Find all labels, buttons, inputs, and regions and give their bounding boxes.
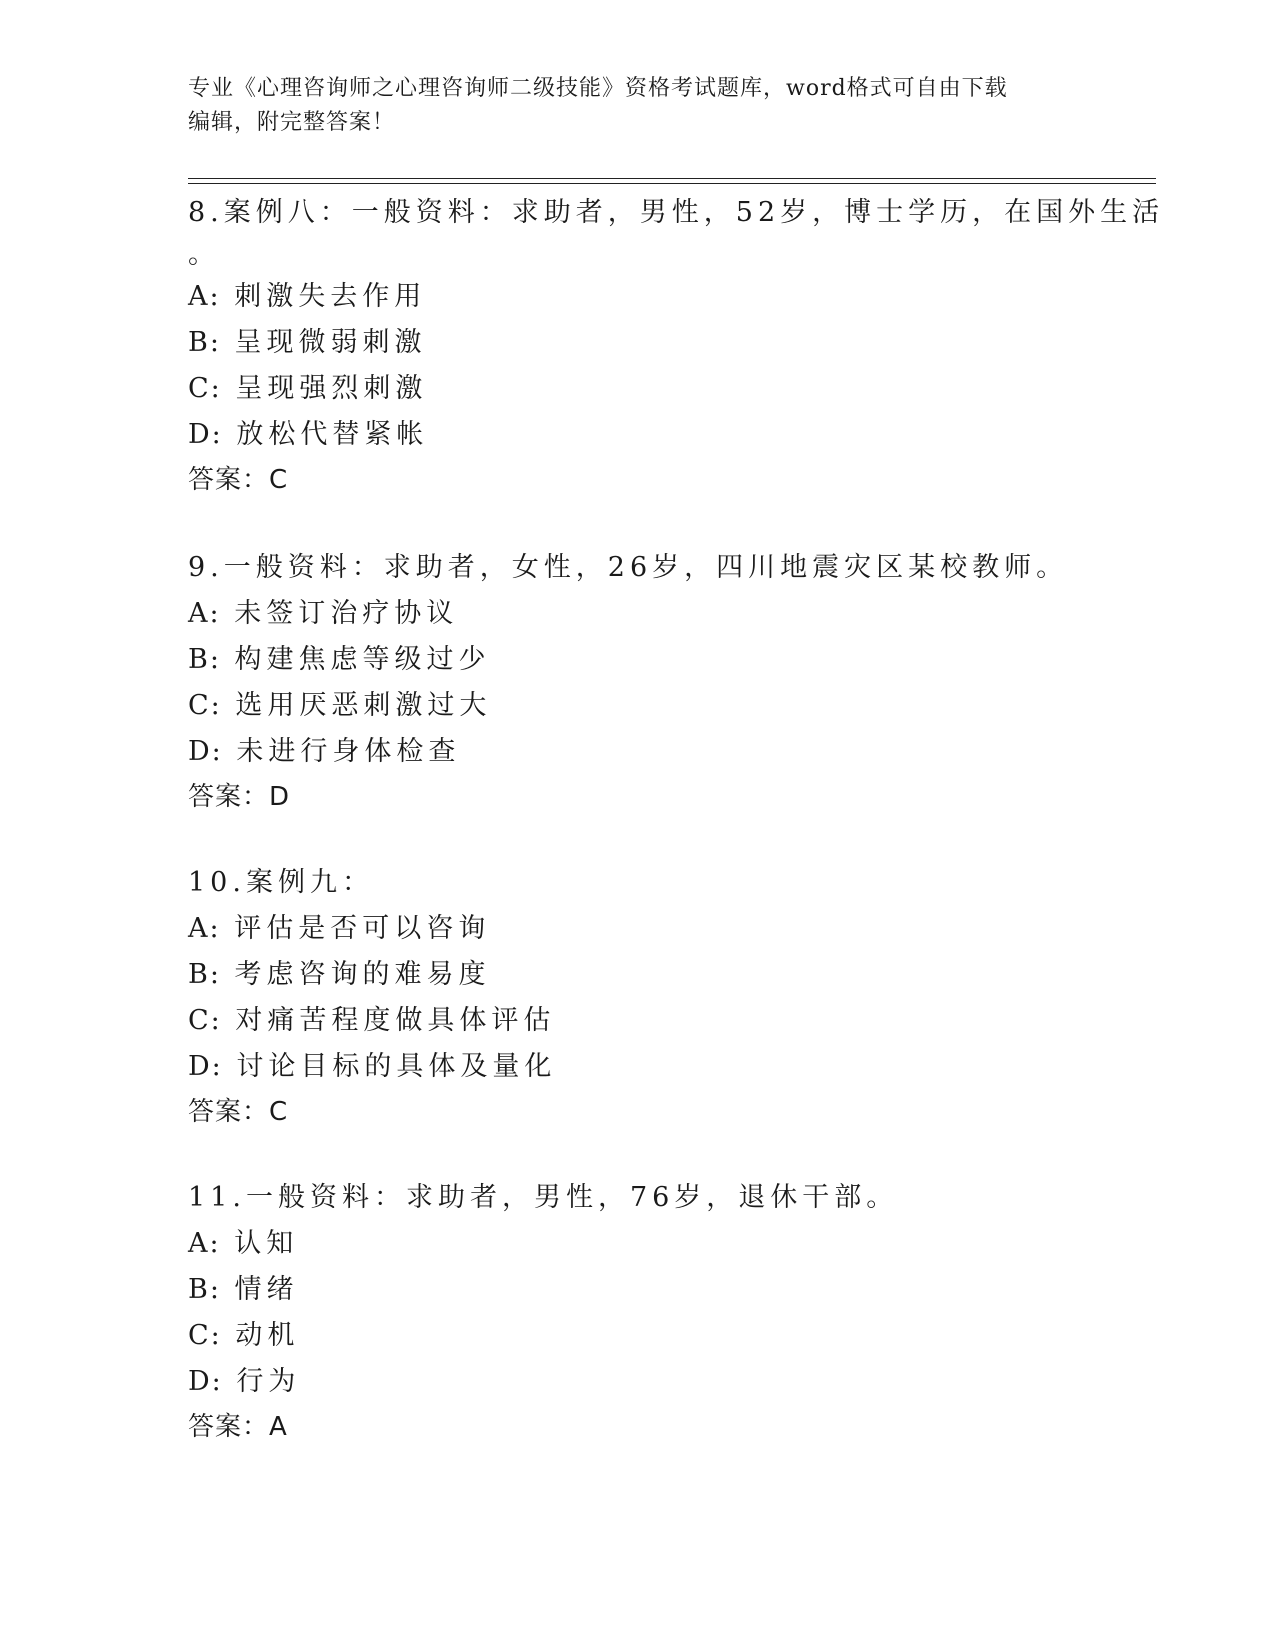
option-letter: C:	[188, 1005, 222, 1036]
option-a	[188, 591, 1108, 637]
option-text: 呈现强烈刺激	[235, 373, 428, 404]
option-text: 刺激失去作用	[234, 281, 427, 312]
question-stem: 9.一般资料：求助者，女性，26岁，四川地震灾区某校教师。	[188, 552, 1069, 583]
document-header	[188, 72, 1088, 140]
answer: 答案：C	[188, 465, 289, 495]
option-letter: D:	[188, 419, 223, 450]
option-text: 构建焦虑等级过少	[234, 644, 491, 675]
answer: 答案：D	[188, 782, 291, 812]
question-stem: 10.案例九：	[188, 867, 374, 898]
option-c	[188, 683, 1108, 729]
option-letter: A:	[188, 1228, 221, 1259]
option-d	[188, 412, 1108, 458]
question-stem: 11.一般资料：求助者，男性，76岁，退休干部。	[188, 1182, 899, 1213]
answer: 答案：C	[188, 1097, 289, 1127]
option-d	[188, 1044, 1108, 1090]
option-b	[188, 637, 1108, 683]
option-letter: C:	[188, 690, 222, 721]
question-9	[188, 545, 1108, 819]
header-line-2: 编辑，附完整答案！	[188, 110, 396, 135]
option-letter: A:	[188, 281, 221, 312]
option-letter: A:	[188, 598, 221, 629]
option-c	[188, 366, 1108, 412]
option-text: 认知	[234, 1228, 299, 1259]
option-b	[188, 1267, 1108, 1313]
header-line-1: 专业《心理咨询师之心理咨询师二级技能》资格考试题库，word格式可自由下载	[188, 76, 1008, 101]
option-c	[188, 1313, 1108, 1359]
question-11	[188, 1175, 1108, 1449]
option-letter: D:	[188, 1366, 223, 1397]
option-d	[188, 1359, 1108, 1405]
option-text: 选用厌恶刺激过大	[235, 690, 492, 721]
question-8	[188, 190, 1165, 502]
option-text: 评估是否可以咨询	[234, 913, 491, 944]
option-letter: B:	[188, 1274, 221, 1305]
option-text: 行为	[236, 1366, 301, 1397]
option-letter: C:	[188, 373, 222, 404]
option-letter: B:	[188, 959, 221, 990]
option-letter: C:	[188, 1320, 222, 1351]
option-c	[188, 998, 1108, 1044]
option-letter: B:	[188, 327, 221, 358]
option-text: 讨论目标的具体及量化	[236, 1051, 557, 1082]
question-stem: 8.案例八：一般资料：求助者，男性，52岁，博士学历，在国外生活	[188, 197, 1165, 228]
question-10	[188, 860, 1108, 1134]
option-text: 未进行身体检查	[236, 736, 461, 767]
option-text: 未签订治疗协议	[234, 598, 459, 629]
header-divider-bottom	[188, 183, 1156, 184]
option-text: 对痛苦程度做具体评估	[235, 1005, 556, 1036]
option-a	[188, 906, 1108, 952]
option-text: 呈现微弱刺激	[234, 327, 427, 358]
option-d	[188, 729, 1108, 775]
option-text: 动机	[235, 1320, 300, 1351]
option-b	[188, 320, 1108, 366]
option-text: 考虑咨询的难易度	[234, 959, 491, 990]
header-divider-top	[188, 178, 1156, 179]
option-letter: B:	[188, 644, 221, 675]
option-text: 放松代替紧帐	[236, 419, 429, 450]
option-letter: D:	[188, 1051, 223, 1082]
option-b	[188, 952, 1108, 998]
option-letter: D:	[188, 736, 223, 767]
option-a	[188, 274, 1108, 320]
option-a	[188, 1221, 1108, 1267]
option-text: 情绪	[234, 1274, 299, 1305]
question-stem-continuation: 。	[188, 239, 215, 270]
option-letter: A:	[188, 913, 221, 944]
answer: 答案：A	[188, 1412, 288, 1442]
